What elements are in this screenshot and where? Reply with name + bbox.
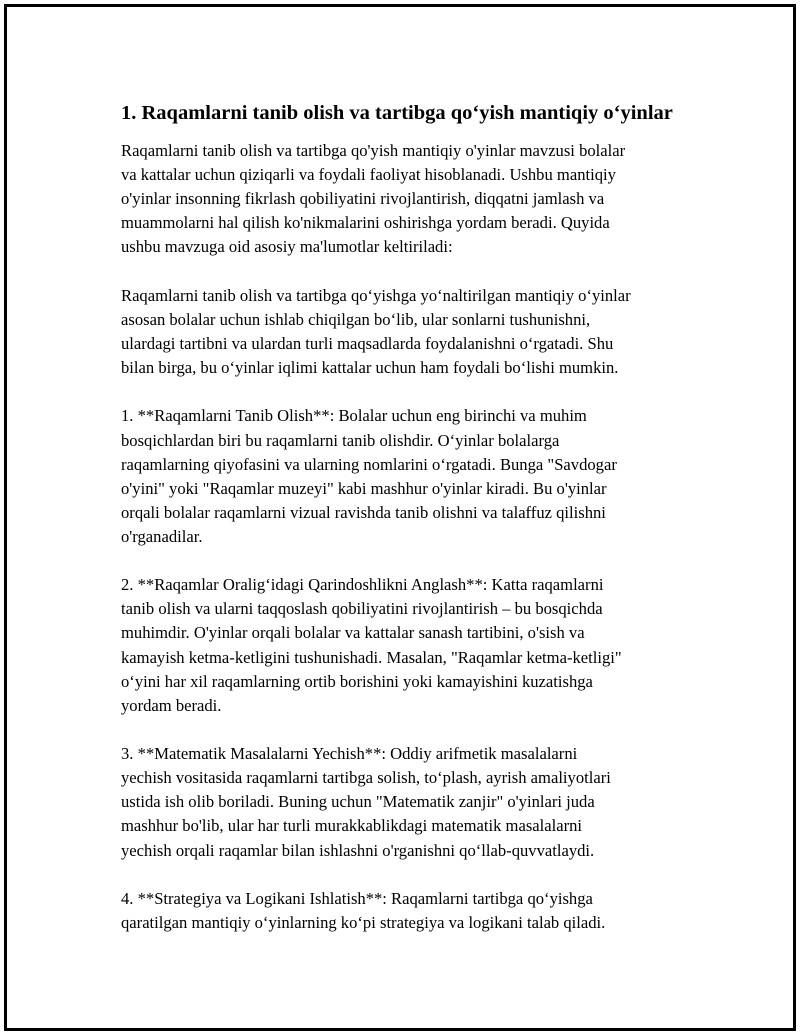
text-line: 4. **Strategiya va Logikani Ishlatish**: Raqamlarni tartibga qo‘yishga [121, 888, 593, 908]
text-line: bilan birga, bu o‘yinlar iqlimi kattalar uchun ham foydali bo‘lishi mumkin. [121, 358, 619, 378]
paragraph-overview [121, 284, 701, 380]
document-body [121, 99, 701, 959]
text-line: yechish orqali raqamlar bilan ishlashni o'rganishni qo‘llab-quvvatlaydi. [121, 840, 595, 860]
text-line: kamayish ketma-ketligini tushunishadi. Masalan, "Raqamlar ketma-ketligi" [121, 647, 622, 667]
text-line: bosqichlardan biri bu raqamlarni tanib olishdir. O‘yinlar bolalarga [121, 430, 560, 450]
text-line: yechish vositasida raqamlarni tartibga solish, to‘plash, ayrish amaliyotlari [121, 768, 611, 788]
page-frame [4, 4, 796, 1031]
text-line: yordam beradi. [121, 695, 222, 715]
text-line: Raqamlarni tanib olish va tartibga qo'yish mantiqiy o'yinlar mavzusi bolalar [121, 141, 626, 160]
paragraph-item-2 [121, 573, 701, 718]
text-line: 2. **Raqamlar Oralig‘idagi Qarindoshlikni Anglash**: Katta raqamlarni [121, 575, 604, 595]
paragraph-item-3 [121, 742, 701, 862]
text-line: o'rganadilar. [121, 526, 203, 546]
page-title: 1. Raqamlarni tanib olish va tartibga qo‘yish mantiqiy o‘yinlar [121, 102, 673, 124]
text-line: va kattalar uchun qiziqarli va foydali faoliyat hisoblanadi. Ushbu mantiqiy [121, 165, 616, 185]
text-line: ushbu mavzuga oid asosiy ma'lumotlar keltiriladi: [121, 237, 453, 257]
paragraph-item-4 [121, 887, 701, 935]
paragraph-intro [121, 139, 701, 259]
text-line: orqali bolalar raqamlarni vizual ravishda tanib olishni va talaffuz qilishni [121, 502, 606, 522]
text-line: asosan bolalar uchun ishlab chiqilgan bo‘lib, ular sonlarni tushunishni, [121, 309, 591, 329]
text-line: raqamlarning qiyofasini va ularning nomlarini o‘rgatadi. Bunga "Savdogar [121, 454, 617, 474]
text-line: muammolarni hal qilish ko'nikmalarini oshirishga yordam beradi. Quyida [121, 213, 610, 233]
text-line: tanib olish va ularni taqqoslash qobiliyatini rivojlantirish – bu bosqichda [121, 599, 603, 619]
text-line: Raqamlarni tanib olish va tartibga qo‘yishga yo‘naltirilgan mantiqiy o‘yinlar [121, 285, 631, 305]
text-line: o'yinlar insonning fikrlash qobiliyatini rivojlantirish, diqqatni jamlash va [121, 189, 605, 209]
text-line: 1. **Raqamlarni Tanib Olish**: Bolalar uchun eng birinchi va muhim [121, 406, 587, 426]
text-line: ustida ish olib boriladi. Buning uchun "Matematik zanjir" o'yinlari juda [121, 792, 595, 812]
text-line: qaratilgan mantiqiy o‘yinlarning ko‘pi strategiya va logikani talab qiladi. [121, 913, 606, 933]
text-line: muhimdir. O'yinlar orqali bolalar va kattalar sanash tartibini, o'sish va [121, 623, 585, 643]
text-line: mashhur bo'lib, ular har turli murakkablikdagi matematik masalalarni [121, 816, 583, 836]
text-line: o'yini" yoki "Raqamlar muzeyi" kabi mashhur o'yinlar kiradi. Bu o'yinlar [121, 478, 607, 498]
paragraph-item-1 [121, 404, 701, 549]
text-line: 3. **Matematik Masalalarni Yechish**: Oddiy arifmetik masalalarni [121, 744, 578, 764]
text-line: o‘yini har xil raqamlarning ortib borishini yoki kamayishini kuzatishga [121, 671, 593, 691]
text-line: ulardagi tartibni va ulardan turli maqsadlarda foydalanishni o‘rgatadi. Shu [121, 333, 614, 353]
